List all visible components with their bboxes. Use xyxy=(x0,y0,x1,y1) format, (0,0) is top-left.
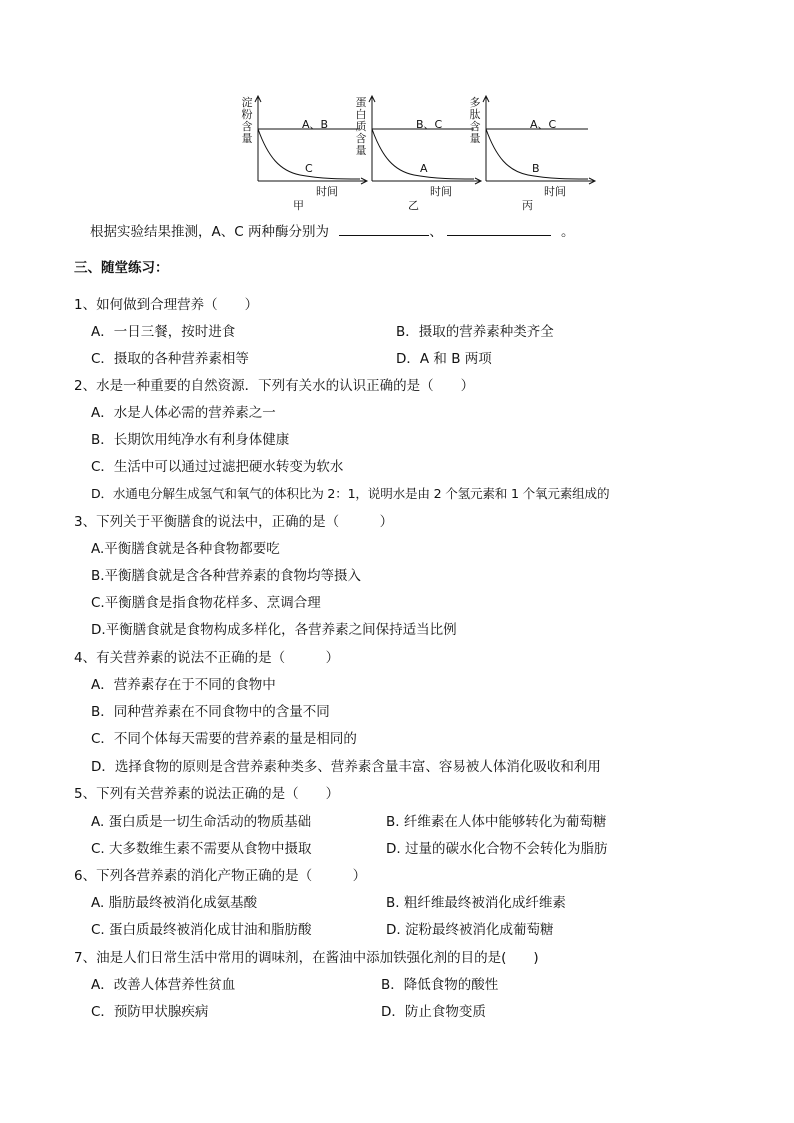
inference-text: 根据实验结果推测，A、C 两种酶分别为 xyxy=(90,224,329,240)
curve-bottom-label: B xyxy=(532,162,540,175)
figure-caption: 丙 xyxy=(522,199,533,212)
option-b[interactable]: B. 纤维素在人体中能够转化为葡萄糖 xyxy=(386,814,607,830)
option-c[interactable]: C. 大多数维生素不需要从食物中摄取 xyxy=(91,841,312,857)
option-b[interactable]: B．摄取的营养素种类齐全 xyxy=(396,324,554,340)
option-c[interactable]: C．不同个体每天需要的营养素的量是相同的 xyxy=(91,731,357,747)
curve-top-label: B、C xyxy=(416,118,443,131)
option-b[interactable]: B. 粗纤维最终被消化成纤维素 xyxy=(386,895,566,911)
option-a[interactable]: A.平衡膳食就是各种食物都要吃 xyxy=(91,541,280,557)
figure-chart xyxy=(252,95,372,190)
curve-bottom-label: C xyxy=(305,162,313,175)
question-stem: 5、下列有关营养素的说法正确的是（ ） xyxy=(74,786,340,802)
option-d[interactable]: D.平衡膳食就是食物构成多样化，各营养素之间保持适当比例 xyxy=(91,622,457,638)
curve-top-label: A、C xyxy=(530,118,557,131)
figure-xlabel: 时间 xyxy=(430,185,452,198)
figure-chart xyxy=(480,95,600,190)
question-stem: 4、有关营养素的说法不正确的是（ ） xyxy=(74,650,340,666)
section-title: 三、随堂练习： xyxy=(74,260,169,276)
figure-ylabel: 多肽含量 xyxy=(469,96,481,145)
question-stem: 1、如何做到合理营养（ ） xyxy=(74,297,259,313)
blank-separator: 、 xyxy=(429,224,443,240)
option-a[interactable]: A．一日三餐，按时进食 xyxy=(91,324,236,340)
figure-xlabel: 时间 xyxy=(316,185,338,198)
figure-caption: 乙 xyxy=(408,199,419,212)
figure-ylabel: 淀粉含量 xyxy=(241,96,253,145)
option-b[interactable]: B．降低食物的酸性 xyxy=(381,977,499,993)
option-a[interactable]: A. 蛋白质是一切生命活动的物质基础 xyxy=(91,814,312,830)
option-c[interactable]: C.平衡膳食是指食物花样多、烹调合理 xyxy=(91,595,321,611)
question-stem: 6、下列各营养素的消化产物正确的是（ ） xyxy=(74,868,367,884)
question-stem: 3、下列关于平衡膳食的说法中，正确的是（ ） xyxy=(74,514,394,530)
option-a[interactable]: A．改善人体营养性贫血 xyxy=(91,977,236,993)
option-d[interactable]: D．水通电分解生成氢气和氧气的体积比为 2：1，说明水是由 2 个氢元素和 1 个氧元素组成的 xyxy=(91,486,610,501)
figure-ylabel: 蛋白质含量 xyxy=(355,96,367,157)
option-d[interactable]: D．A 和 B 两项 xyxy=(396,351,492,367)
option-a[interactable]: A．营养素存在于不同的食物中 xyxy=(91,677,276,693)
option-d[interactable]: D. 淀粉最终被消化成葡萄糖 xyxy=(386,922,554,938)
figure-chart xyxy=(366,95,486,190)
option-a[interactable]: A．水是人体必需的营养素之一 xyxy=(91,405,276,421)
option-b[interactable]: B．长期饮用纯净水有利身体健康 xyxy=(91,432,290,448)
answer-blank-a[interactable] xyxy=(339,221,429,236)
figure-xlabel: 时间 xyxy=(544,185,566,198)
inference-line xyxy=(90,221,575,241)
curve-top-label: A、B xyxy=(302,118,329,131)
option-c[interactable]: C．摄取的各种营养素相等 xyxy=(91,351,249,367)
option-d[interactable]: D. 过量的碳水化合物不会转化为脂肪 xyxy=(386,841,608,857)
curve-bottom-label: A xyxy=(420,162,428,175)
inference-end: 。 xyxy=(561,224,575,240)
option-d[interactable]: D．防止食物变质 xyxy=(381,1004,486,1020)
question-stem: 2、水是一种重要的自然资源．下列有关水的认识正确的是（ ） xyxy=(74,378,475,394)
option-b[interactable]: B．同种营养素在不同食物中的含量不同 xyxy=(91,704,330,720)
option-a[interactable]: A. 脂肪最终被消化成氨基酸 xyxy=(91,895,258,911)
option-c[interactable]: C．生活中可以通过过滤把硬水转变为软水 xyxy=(91,459,344,475)
answer-blank-c[interactable] xyxy=(447,221,551,236)
figure-caption: 甲 xyxy=(293,199,304,212)
option-b[interactable]: B.平衡膳食就是含各种营养素的食物均等摄入 xyxy=(91,568,362,584)
option-c[interactable]: C. 蛋白质最终被消化成甘油和脂肪酸 xyxy=(91,922,312,938)
question-stem: 7、油是人们日常生活中常用的调味剂，在酱油中添加铁强化剂的目的是( ) xyxy=(74,950,539,966)
option-c[interactable]: C．预防甲状腺疾病 xyxy=(91,1004,209,1020)
option-d[interactable]: D．选择食物的原则是含营养素种类多、营养素含量丰富、容易被人体消化吸收和利用 xyxy=(91,759,601,775)
